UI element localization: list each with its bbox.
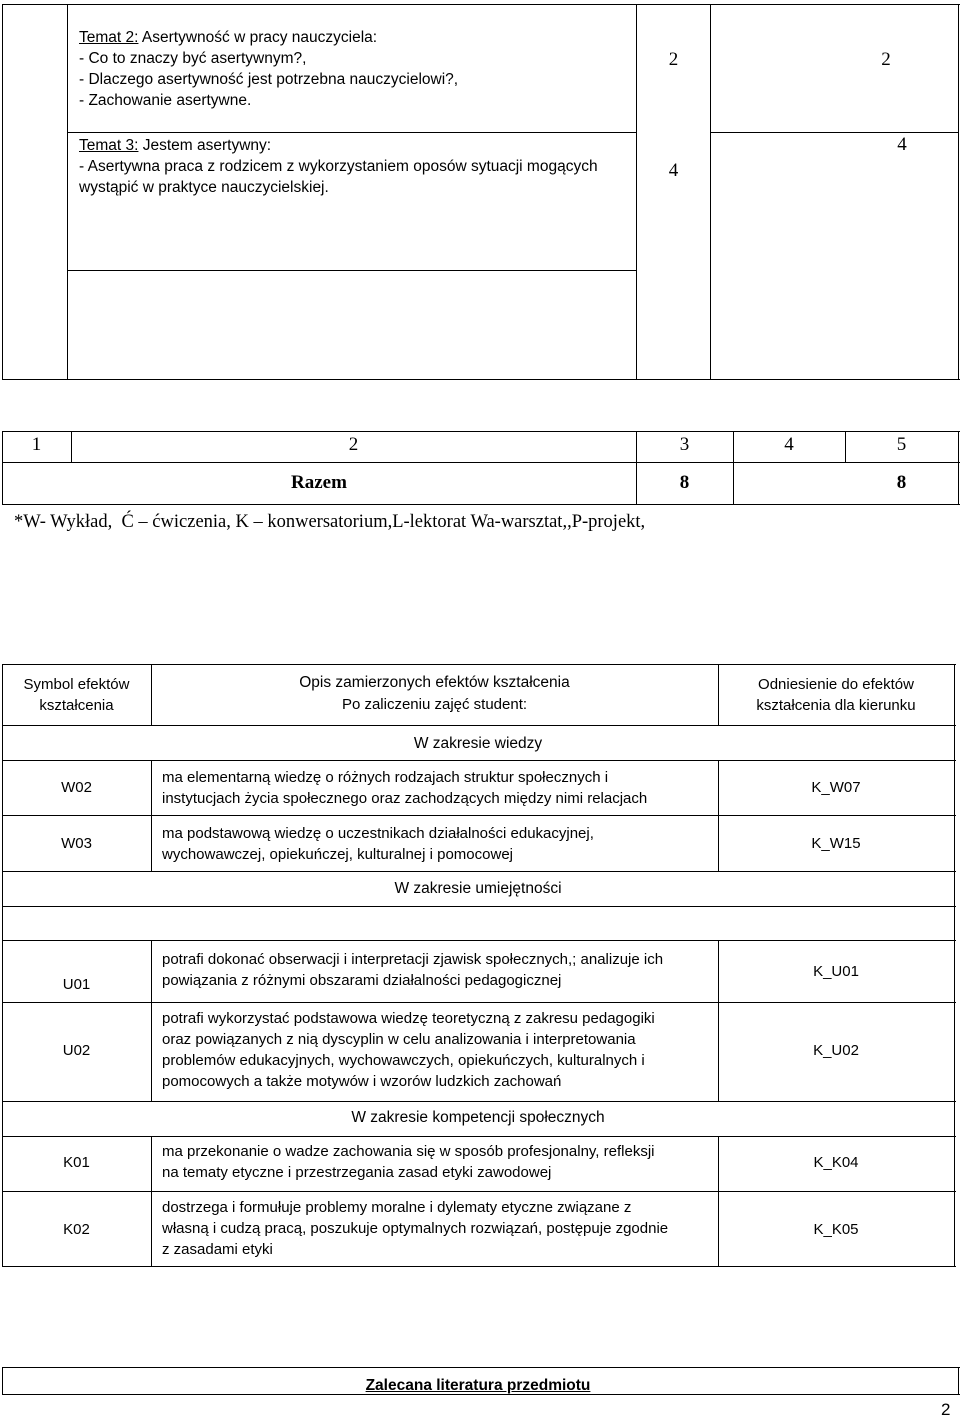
effect-description-line: ma przekonanie o wadze zachowania się w sposób profesjonalny, refleksji <box>162 1143 655 1160</box>
effect-description <box>162 823 714 865</box>
section-title-skills: W zakresie umiejętności <box>394 880 562 897</box>
effect-description <box>162 949 714 991</box>
topic2-line: - Dlaczego asertywność jest potrzebna nauczycielowi?, <box>79 71 459 88</box>
topic2-line: - Co to znaczy być asertywnym?, <box>79 50 307 67</box>
section-title-knowledge: W zakresie wiedzy <box>413 735 543 752</box>
effect-description-line: ma podstawową wiedzę o uczestnikach działalności edukacyjnej, <box>162 825 594 842</box>
topic3-label: Temat 3: <box>79 137 139 154</box>
effect-description-line: ma elementarną wiedzę o różnych rodzajach struktur społecznych i <box>162 769 609 786</box>
header-description-subtitle: Po zaliczeniu zajęć student: <box>341 696 528 713</box>
effect-symbol: K02 <box>63 1221 90 1238</box>
effect-description-line: potrafi dokonać obserwacji i interpretacji zjawisk społecznych,; analizuje ich <box>162 951 664 968</box>
total-col5: 8 <box>896 472 907 493</box>
topic2-hours-col4: 2 <box>881 49 891 70</box>
header-symbol <box>2 674 151 716</box>
header-reference <box>718 674 954 716</box>
effect-description <box>162 767 714 809</box>
section-title-competences: W zakresie kompetencji społecznych <box>351 1109 605 1126</box>
effect-reference: K_W15 <box>811 835 861 852</box>
header-symbol-line: Symbol efektów <box>23 676 130 693</box>
header-description-title: Opis zamierzonych efektów kształcenia <box>299 674 570 691</box>
effect-symbol: W02 <box>61 779 92 796</box>
summary-header-5: 5 <box>896 434 907 455</box>
summary-header-3: 3 <box>679 434 690 455</box>
summary-header-1: 1 <box>31 434 42 455</box>
effect-description-line: problemów edukacyjnych, wychowawczych, opiekuńczych, kulturalnych i <box>162 1052 645 1069</box>
effect-description-line: z zasadami etyki <box>162 1241 273 1258</box>
topic3-block <box>79 135 634 198</box>
effect-description-line: powiązania z różnymi obszarami działalności pedagogicznej <box>162 972 562 989</box>
topic3-line: - Asertywna praca z rodzicem z wykorzystaniem oposów sytuacji mogących <box>79 158 598 175</box>
effect-reference: K_U02 <box>813 1042 859 1059</box>
topic3-line: wystąpić w praktyce nauczycielskiej. <box>79 179 329 196</box>
topic3-title-text: Jestem asertywny: <box>138 137 272 154</box>
effect-description-line: na tematy etyczne i przestrzegania zasad etyki zawodowej <box>162 1164 552 1181</box>
topic2-block <box>79 27 629 111</box>
effect-description-line: pomocowych a także motywów i wzorów ludzkich zachowań <box>162 1073 562 1090</box>
footnote: *W- Wykład, Ć – ćwiczenia, K – konwersatorium,L-lektorat Wa-warsztat,,P-projekt, <box>14 512 646 532</box>
effect-symbol: U02 <box>62 1042 91 1059</box>
effect-reference: K_K04 <box>813 1154 859 1171</box>
topic2-title <box>79 27 629 48</box>
total-col3: 8 <box>679 472 690 493</box>
page-number: 2 <box>941 1400 951 1419</box>
topic3-hours-col3: 4 <box>668 160 679 181</box>
effect-description-line: dostrzega i formułuje problemy moralne i dylematy etyczne związane z <box>162 1199 632 1216</box>
effect-description-line: potrafi wykorzystać podstawowa wiedzę teoretyczną z zakresu pedagogiki <box>162 1010 655 1027</box>
effect-reference: K_K05 <box>813 1221 859 1238</box>
effect-reference: K_U01 <box>813 963 859 980</box>
header-reference-line: Odniesienie do efektów <box>758 676 914 693</box>
effect-symbol: W03 <box>61 835 92 852</box>
topic3-title <box>79 135 634 156</box>
effect-reference: K_W07 <box>811 779 861 796</box>
effect-description <box>162 1197 714 1260</box>
total-label: Razem <box>291 472 347 493</box>
header-description <box>151 671 718 715</box>
effect-description-line: wychowawczej, opiekuńczej, kulturalnej i pomocowej <box>162 846 513 863</box>
topic3-hours-col4: 4 <box>897 134 907 155</box>
effect-description <box>162 1141 714 1183</box>
effect-description <box>162 1008 714 1092</box>
effect-description-line: oraz powiązanych z nią dyscyplin w celu analizowania i interpretowania <box>162 1031 636 1048</box>
header-symbol-line: kształcenia <box>39 697 114 714</box>
summary-header-2: 2 <box>348 434 359 455</box>
topic2-label: Temat 2: <box>79 29 139 46</box>
summary-header-4: 4 <box>784 434 794 455</box>
effect-description-line: własną i cudzą pracą, poszukuje optymalnych rozwiązań, postępuje zgodnie <box>162 1220 669 1237</box>
header-reference-line: kształcenia dla kierunku <box>756 697 916 714</box>
topic2-title-text: Asertywność w pracy nauczyciela: <box>138 29 378 46</box>
effect-symbol: U01 <box>62 976 91 993</box>
topic2-line: - Zachowanie asertywne. <box>79 92 252 109</box>
effect-symbol: K01 <box>63 1154 90 1171</box>
topic2-hours-col3: 2 <box>668 49 679 70</box>
literature-heading: Zalecana literatura przedmiotu <box>365 1377 591 1394</box>
effect-description-line: instytucjach życia społecznego oraz zachodzących między nimi relacjach <box>162 790 648 807</box>
